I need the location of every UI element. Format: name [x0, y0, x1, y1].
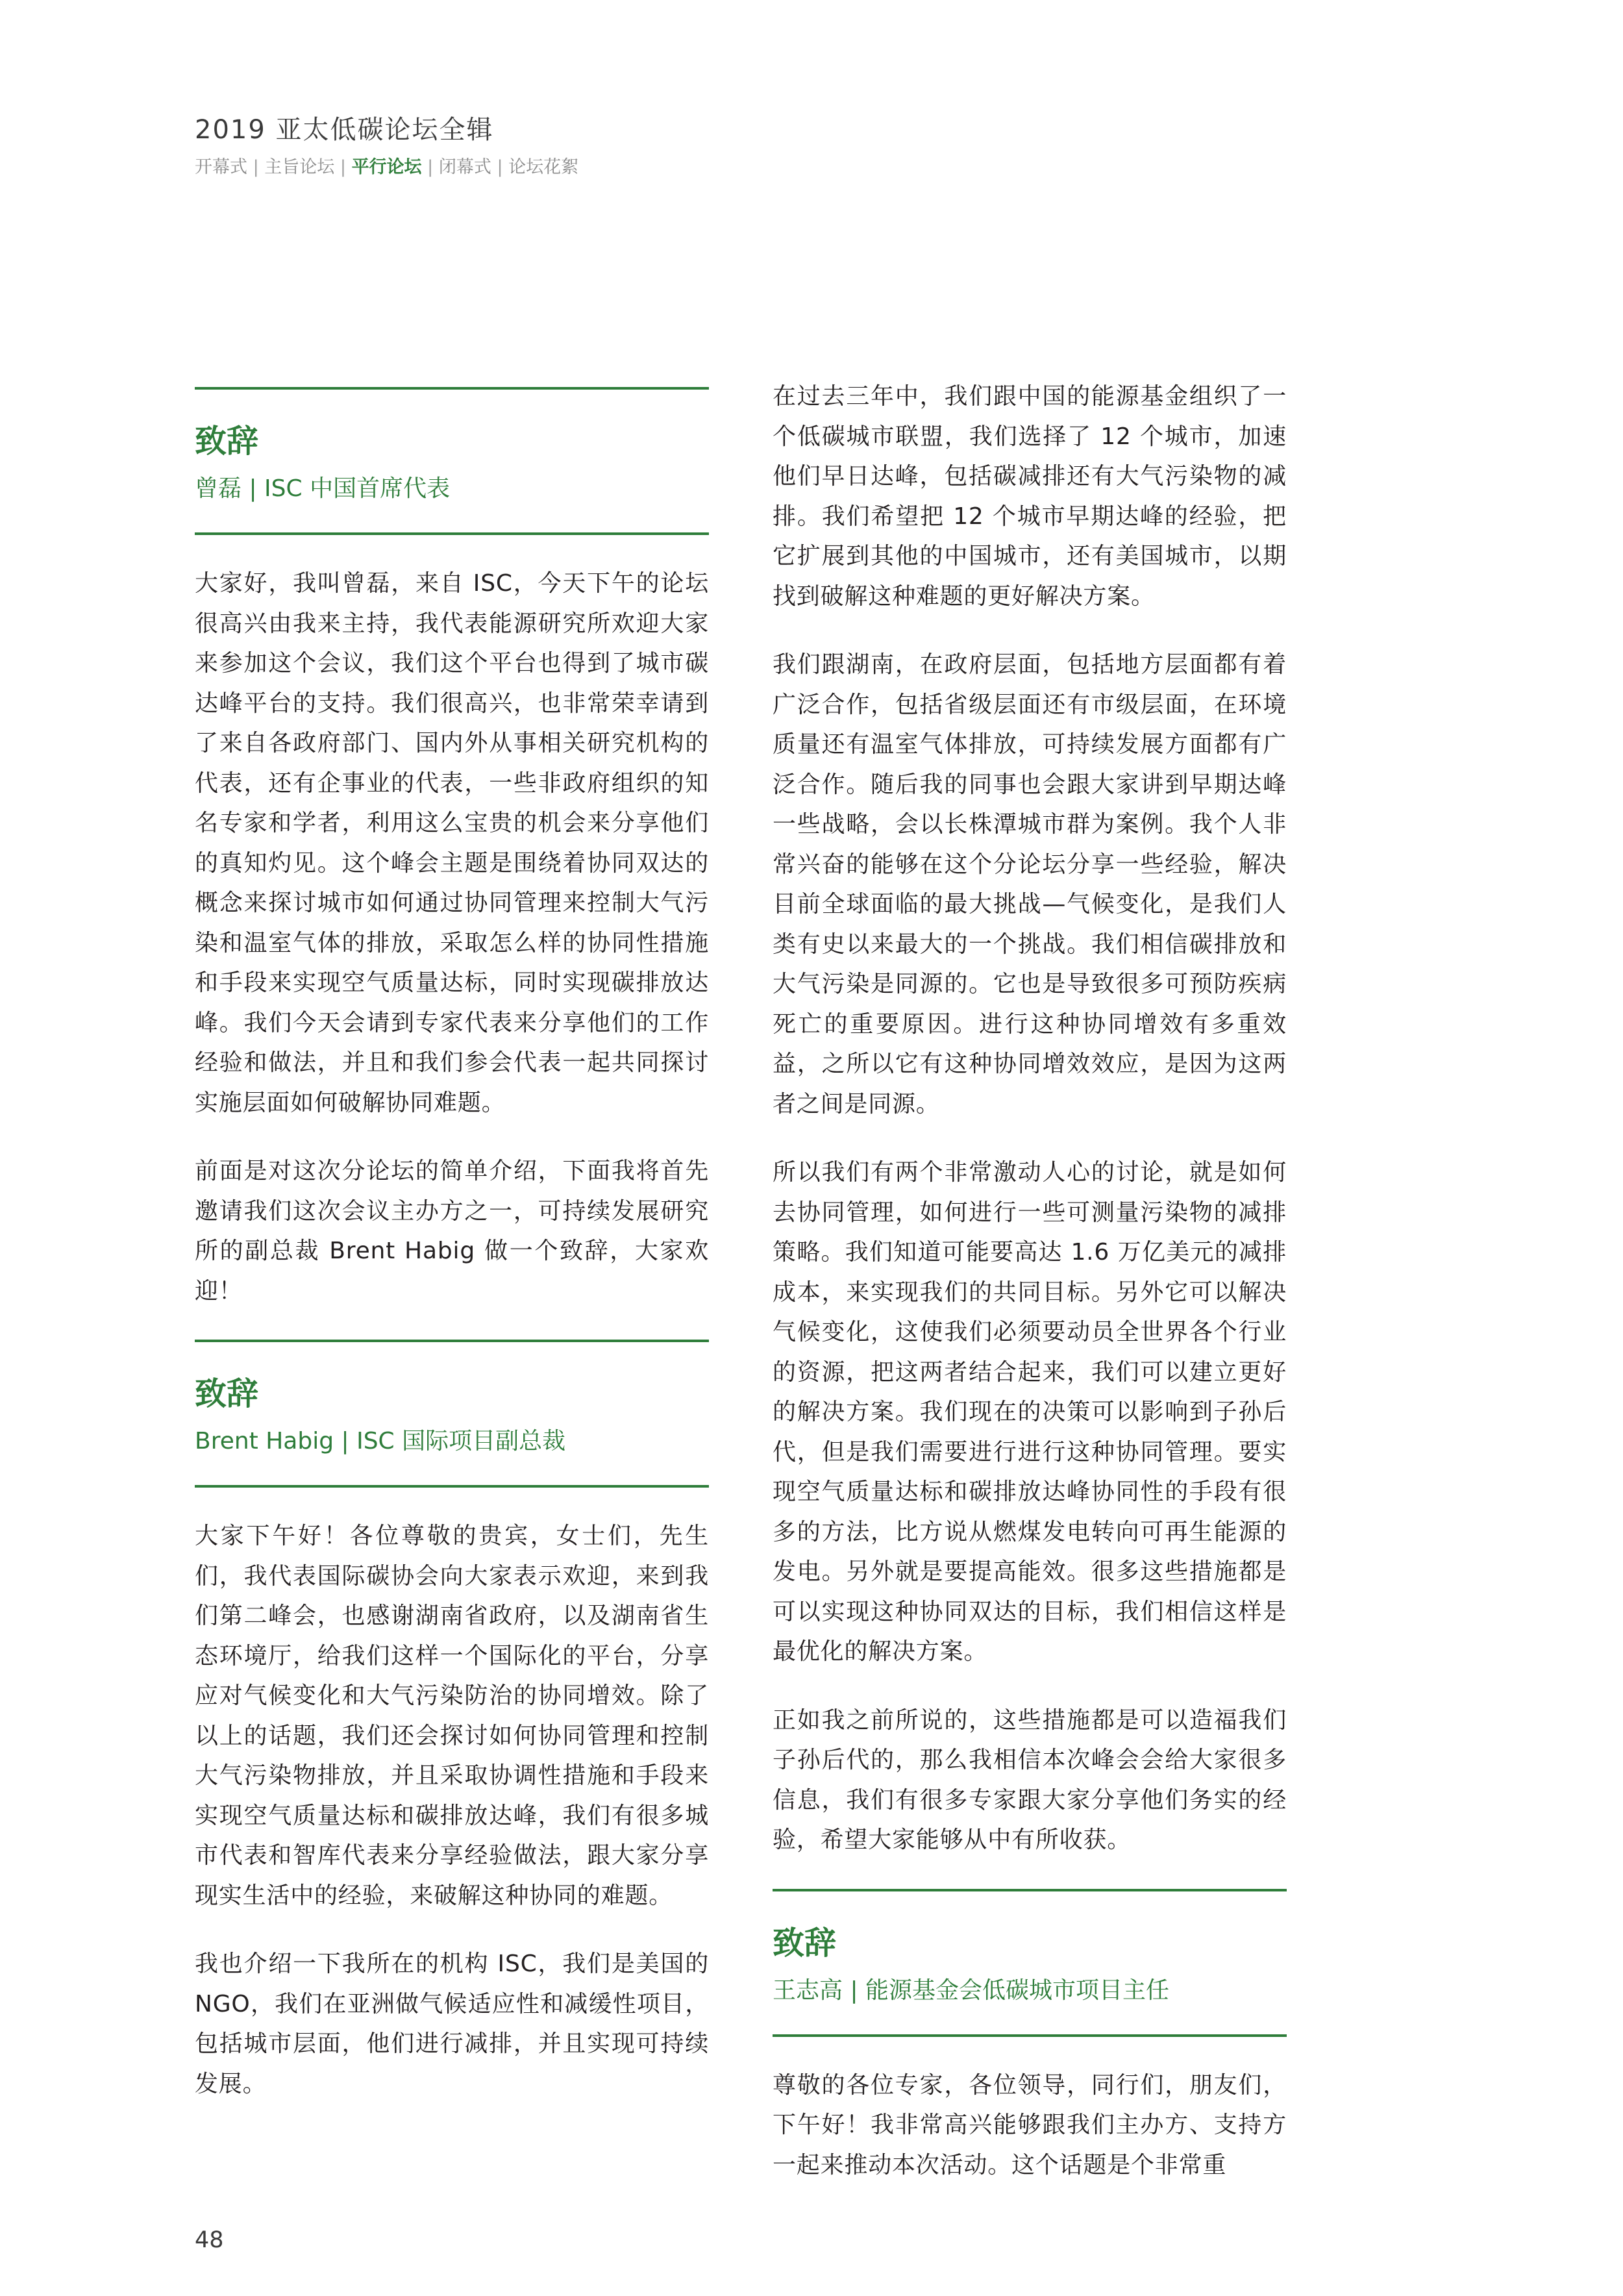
breadcrumb-item-opening[interactable]: 开幕式	[195, 157, 247, 177]
section-body	[195, 535, 709, 1311]
breadcrumb-item-highlights[interactable]: 论坛花絮	[508, 157, 579, 177]
section-header	[773, 1891, 1287, 2034]
section-body	[195, 1488, 709, 2104]
speaker-line: 王志高 | 能源基金会低碳城市项目主任	[773, 1977, 1170, 2004]
left-column	[195, 387, 709, 2132]
section-title: 致辞	[195, 1375, 259, 1412]
breadcrumb-separator: |	[427, 157, 439, 177]
right-column	[773, 383, 1287, 2214]
speaker-line: 曾磊 | ISC 中国首席代表	[195, 475, 451, 502]
speaker-line: Brent Habig | ISC 国际项目副总裁	[195, 1428, 566, 1454]
section-body	[773, 2037, 1287, 2186]
paragraph: 我们跟湖南，在政府层面，包括地方层面都有着广泛合作，包括省级层面还有市级层面，在环境质量还有温室气体排放，可持续发展方面都有广泛合作。随后我的同事也会跟大家讲到早期达峰一些战略，会以长株潭城市群为案例。我个人非常兴奋的能够在这个分论坛分享一些经验，解决目前全球面临的最大挑战—气候变化，是我们人类有史以来最大的一个挑战。我们相信碳排放和大气污染是同源的。它也是导致很多可预防疾病死亡的重要原因。进行这种协同增效有多重效益，之所以它有这种协同增效效应，是因为这两者之间是同源。	[773, 651, 1287, 1117]
paragraph: 正如我之前所说的，这些措施都是可以造福我们子孙后代的，那么我相信本次峰会会给大家很多信息，我们有很多专家跟大家分享他们务实的经验，希望大家能够从中有所收获。	[773, 1706, 1287, 1853]
paragraph: 大家好，我叫曾磊，来自 ISC，今天下午的论坛很高兴由我来主持，我代表能源研究所欢迎大家来参加这个会议，我们这个平台也得到了城市碳达峰平台的支持。我们很高兴，也非常荣幸请到了来自各政府部门、国内外从事相关研究机构的代表，还有企事业的代表，一些非政府组织的知名专家和学者，利用这么宝贵的机会来分享他们的真知灼见。这个峰会主题是围绕着协同双达的概念来探讨城市如何通过协同管理来控制大气污染和温室气体的排放，采取怎么样的协同性措施和手段来实现空气质量达标，同时实现碳排放达峰。我们今天会请到专家代表来分享他们的工作经验和做法，并且和我们参会代表一起共同探讨实施层面如何破解协同难题。	[195, 570, 709, 1116]
page-header	[195, 110, 578, 181]
breadcrumb-item-parallel-forum[interactable]: 平行论坛	[351, 157, 422, 177]
section-header	[195, 390, 709, 532]
section-title: 致辞	[773, 1924, 837, 1962]
paragraph: 在过去三年中，我们跟中国的能源基金组织了一个低碳城市联盟，我们选择了 12 个城市，加速他们早日达峰，包括碳减排还有大气污染物的减排。我们希望把 12 个城市早期达峰的经验，把它扩展到其他的中国城市，还有美国城市，以期找到破解这种难题的更好解决方案。	[773, 383, 1287, 610]
breadcrumb-separator: |	[340, 157, 352, 177]
document-title: 2019 亚太低碳论坛全辑	[195, 115, 494, 145]
breadcrumb-item-keynote[interactable]: 主旨论坛	[264, 157, 335, 177]
breadcrumb-separator: |	[253, 157, 265, 177]
breadcrumb-item-closing[interactable]: 闭幕式	[438, 157, 491, 177]
paragraph: 所以我们有两个非常激动人心的讨论，就是如何去协同管理，如何进行一些可测量污染物的减排策略。我们知道可能要高达 1.6 万亿美元的减排成本，来实现我们的共同目标。另外它可以解决气候变化，这使我们必须要动员全世界各个行业的资源，把这两者结合起来，我们可以建立更好的解决方案。我们现在的决策可以影响到子孙后代，但是我们需要进行进行这种协同管理。要实现空气质量达标和碳排放达峰协同性的手段有很多的方法，比方说从燃煤发电转向可再生能源的发电。另外就是要提高能效。很多这些措施都是可以实现这种协同双达的目标，我们相信这样是最优化的解决方案。	[773, 1159, 1287, 1665]
breadcrumb	[195, 155, 578, 181]
section-header	[195, 1342, 709, 1485]
breadcrumb-separator: |	[497, 157, 509, 177]
paragraph: 大家下午好！各位尊敬的贵宾，女士们，先生们，我代表国际碳协会向大家表示欢迎，来到我们第二峰会，也感谢湖南省政府，以及湖南省生态环境厅，给我们这样一个国际化的平台，分享应对气候变化和大气污染防治的协同增效。除了以上的话题，我们还会探讨如何协同管理和控制大气污染物排放，并且采取协调性措施和手段来实现空气质量达标和碳排放达峰，我们有很多城市代表和智库代表来分享经验做法，跟大家分享现实生活中的经验，来破解这种协同的难题。	[195, 1523, 709, 1909]
section-title: 致辞	[195, 423, 259, 460]
paragraph: 尊敬的各位专家，各位领导，同行们，朋友们，下午好！我非常高兴能够跟我们主办方、支持方一起来推动本次活动。这个话题是个非常重	[773, 2071, 1287, 2178]
paragraph: 我也介绍一下我所在的机构 ISC，我们是美国的 NGO，我们在亚洲做气候适应性和减缓性项目，包括城市层面，他们进行减排，并且实现可持续发展。	[195, 1951, 709, 2097]
page-number: 48	[195, 2227, 224, 2253]
paragraph: 前面是对这次分论坛的简单介绍，下面我将首先邀请我们这次会议主办方之一，可持续发展研究所的副总裁 Brent Habig 做一个致辞，大家欢迎！	[195, 1158, 709, 1304]
